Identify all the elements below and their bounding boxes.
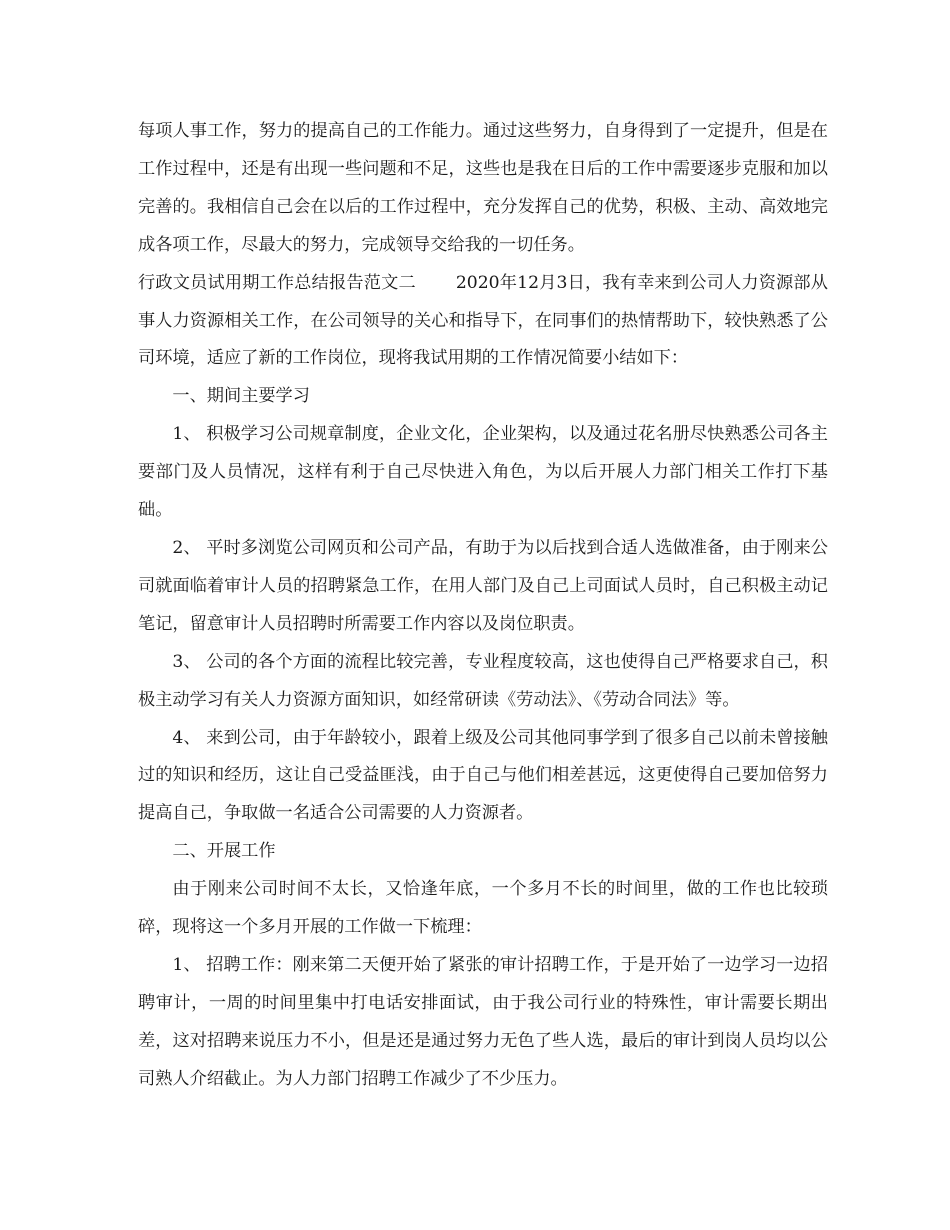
list-item: 3、 公司的各个方面的流程比较完善，专业程度较高，这也使得自己严格要求自己，积极主动学习有关人力资源方面知识，如经常研读《劳动法》、《劳动合同法》等。 — [138, 651, 828, 710]
list-item: 1、 积极学习公司规章制度，企业文化，企业架构，以及通过花名册尽快熟悉公司各主要部门及人员情况，这样有利于自己尽快进入角色，为以后开展人力部门相关工作打下基础。 — [138, 424, 828, 521]
document-body — [138, 113, 828, 1099]
paragraph: 每项人事工作，努力的提高自己的工作能力。通过这些努力，自身得到了一定提升，但是在工作过程中，还是有出现一些问题和不足，这些也是我在日后的工作中需要逐步克服和加以完善的。我相信自己会在以后的工作过程中，充分发挥自己的优势，积极、主动、高效地完成各项工作，尽最大的努力，完成领导交给我的一切任务。 — [138, 121, 828, 255]
paragraph: 由于刚来公司时间不太长，又恰逢年底，一个多月不长的时间里，做的工作也比较琐碎，现将这一个多月开展的工作做一下梳理： — [138, 879, 828, 938]
paragraph-with-title — [138, 265, 828, 379]
paragraph-text: 2020年12月3日，我有幸来到公司人力资源部从事人力资源相关工作，在公司领导的关心和指导下，在同事们的热情帮助下，较快熟悉了公司环境，适应了新的工作岗位，现将我试用期的工作情况简要小结如下： — [138, 272, 828, 369]
inline-section-title: 行政文员试用期工作总结报告范文二 — [138, 272, 416, 293]
list-item: 1、 招聘工作：刚来第二天便开始了紧张的审计招聘工作，于是开始了一边学习一边招聘审计，一周的时间里集中打电话安排面试，由于我公司行业的特殊性，审计需要长期出差，这对招聘来说压力不小，但是还是通过努力无色了些人选，最后的审计到岗人员均以公司熟人介绍截止。为人力部门招聘工作减少了不少压力。 — [138, 954, 828, 1089]
section-heading: 二、开展工作 — [172, 841, 276, 862]
section-heading: 一、期间主要学习 — [172, 386, 310, 407]
list-item: 2、 平时多浏览公司网页和公司产品，有助于为以后找到合适人选做准备，由于刚来公司就面临着审计人员的招聘紧急工作，在用人部门及自己上司面试人员时，自己积极主动记笔记，留意审计人员招聘时所需要工作内容以及岗位职责。 — [138, 537, 828, 634]
list-item: 4、 来到公司，由于年龄较小，跟着上级及公司其他同事学到了很多自己以前未曾接触过的知识和经历，这让自己受益匪浅，由于自己与他们相差甚远，这更使得自己要加倍努力提高自己，争取做一名适合公司需要的人力资源者。 — [138, 727, 828, 824]
